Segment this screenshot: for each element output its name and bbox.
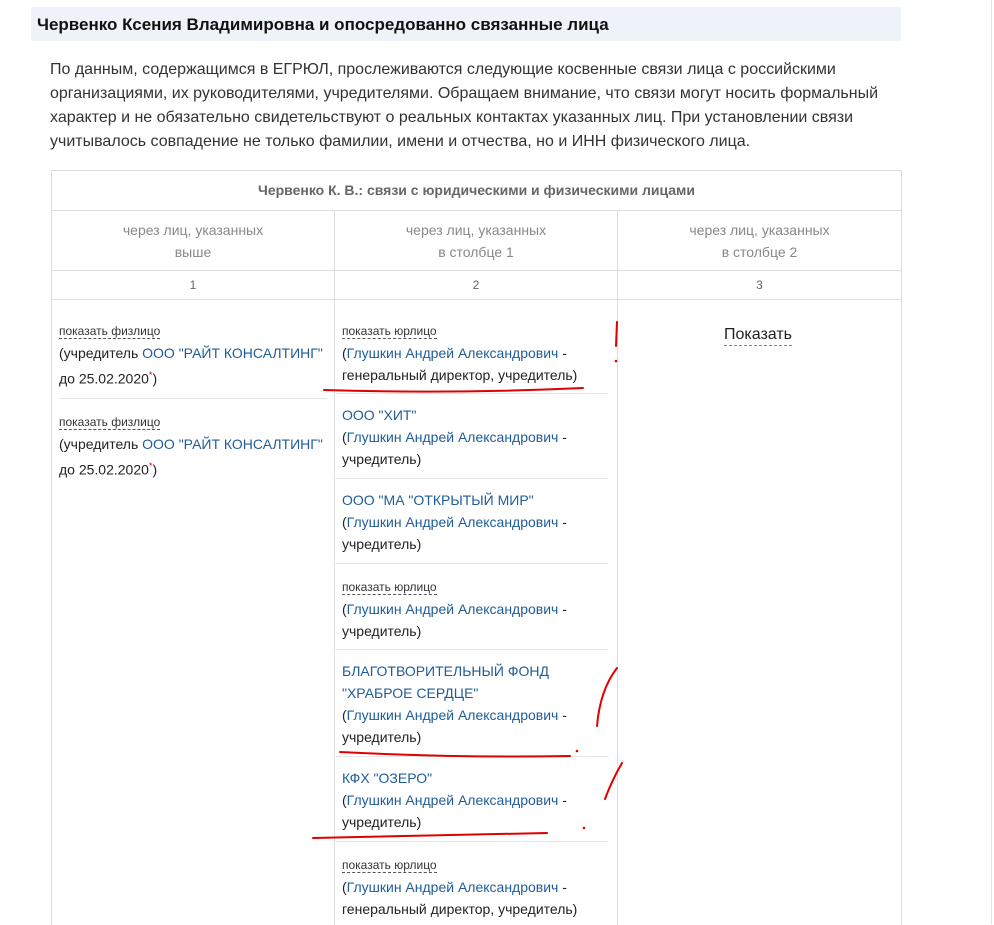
column-header-1: через лиц, указанных выше bbox=[122, 222, 264, 260]
org-link[interactable]: "ХРАБРОЕ СЕРДЦЕ" bbox=[342, 685, 479, 701]
person-link[interactable]: Глушкин Андрей Александрович bbox=[346, 601, 559, 617]
col1-entry: показать физлицо (учредитель ООО "РАЙТ КОНСАЛТИНГ" до 25.02.2020*) bbox=[59, 324, 323, 387]
col2-entry: БЛАГОТВОРИТЕЛЬНЫЙ ФОНД "ХРАБРОЕ СЕРДЦЕ" (Глушкин Андрей Александрович - учредитель) bbox=[342, 660, 604, 748]
person-link[interactable]: Глушкин Андрей Александрович bbox=[346, 792, 559, 808]
org-link[interactable]: КФХ "ОЗЕРО" bbox=[342, 770, 433, 786]
annotation-underline bbox=[324, 388, 583, 392]
show-company-link[interactable]: показать юрлицо bbox=[342, 324, 437, 338]
person-link[interactable]: Глушкин Андрей Александрович bbox=[346, 707, 559, 723]
column-number-2: 2 bbox=[472, 278, 480, 292]
column-number-1: 1 bbox=[189, 278, 197, 292]
annotation-dot bbox=[615, 360, 618, 363]
col1-entry: показать физлицо (учредитель ООО "РАЙТ КОНСАЛТИНГ" до 25.02.2020*) bbox=[59, 415, 323, 478]
column-number-3: 3 bbox=[756, 278, 763, 292]
show-person-link[interactable]: показать физлицо bbox=[59, 415, 161, 429]
person-link[interactable]: Глушкин Андрей Александрович bbox=[346, 879, 559, 895]
col2-entry: ООО "МА "ОТКРЫТЫЙ МИР" (Глушкин Андрей Александрович - учредитель) bbox=[342, 489, 604, 555]
col2-entry: ООО "ХИТ" (Глушкин Андрей Александрович - учредитель) bbox=[342, 404, 604, 470]
table-title: Червенко К. В.: связи с юридическими и физическими лицами bbox=[52, 171, 901, 211]
col2-entry: КФХ "ОЗЕРО" (Глушкин Андрей Александрович - учредитель) bbox=[342, 767, 604, 833]
annotation-dot bbox=[576, 750, 579, 753]
col2-entry: показать юрлицо (Глушкин Андрей Александрович - генеральный директор, учредитель) bbox=[342, 324, 578, 383]
show-company-link[interactable]: показать юрлицо bbox=[342, 858, 437, 872]
footnote-mark: * bbox=[148, 370, 153, 380]
annotation-stroke bbox=[605, 763, 622, 799]
col2-entry: показать юрлицо (Глушкин Андрей Александрович - генеральный директор, учредитель) bbox=[342, 858, 578, 917]
annotation-underline bbox=[313, 833, 547, 838]
person-link[interactable]: Глушкин Андрей Александрович bbox=[346, 514, 559, 530]
show-person-link[interactable]: показать физлицо bbox=[59, 324, 161, 338]
column-header-2: через лиц, указанных в столбце 1 bbox=[405, 222, 547, 260]
annotation-underline bbox=[340, 752, 570, 757]
show-company-link[interactable]: показать юрлицо bbox=[342, 580, 437, 594]
org-link[interactable]: ООО "МА "ОТКРЫТЫЙ МИР" bbox=[342, 492, 534, 508]
annotation-stroke bbox=[597, 668, 617, 726]
annotation-stroke bbox=[616, 322, 617, 346]
page-title: Червенко Ксения Владимировна и опосредованно связанные лица bbox=[37, 15, 609, 34]
org-link[interactable]: БЛАГОТВОРИТЕЛЬНЫЙ ФОНД bbox=[342, 663, 549, 679]
show-button[interactable]: Показать bbox=[724, 325, 792, 346]
intro-paragraph: По данным, содержащимся в ЕГРЮЛ, прослеживаются следующие косвенные связи лица с российскими организациями, их руководителями, учредителями. Обращаем внимание, что связи могут носить формальный характер и не обязательно свидетельствуют о реальных контактах указанных лиц. При установлении связи учитывалось совпадение не только фамилии, имени и отчества, но и ИНН физического лица. bbox=[50, 61, 879, 150]
org-link[interactable]: ООО "РАЙТ КОНСАЛТИНГ" bbox=[142, 436, 323, 452]
column-header-3: через лиц, указанных в столбце 2 bbox=[689, 222, 830, 260]
person-link[interactable]: Глушкин Андрей Александрович bbox=[346, 429, 559, 445]
col2-entry: показать юрлицо (Глушкин Андрей Александрович - учредитель) bbox=[342, 580, 567, 639]
org-link[interactable]: ООО "ХИТ" bbox=[342, 407, 417, 423]
org-link[interactable]: ООО "РАЙТ КОНСАЛТИНГ" bbox=[142, 345, 323, 361]
footnote-mark: * bbox=[148, 461, 153, 471]
annotation-dot bbox=[583, 827, 586, 830]
person-link[interactable]: Глушкин Андрей Александрович bbox=[346, 345, 559, 361]
